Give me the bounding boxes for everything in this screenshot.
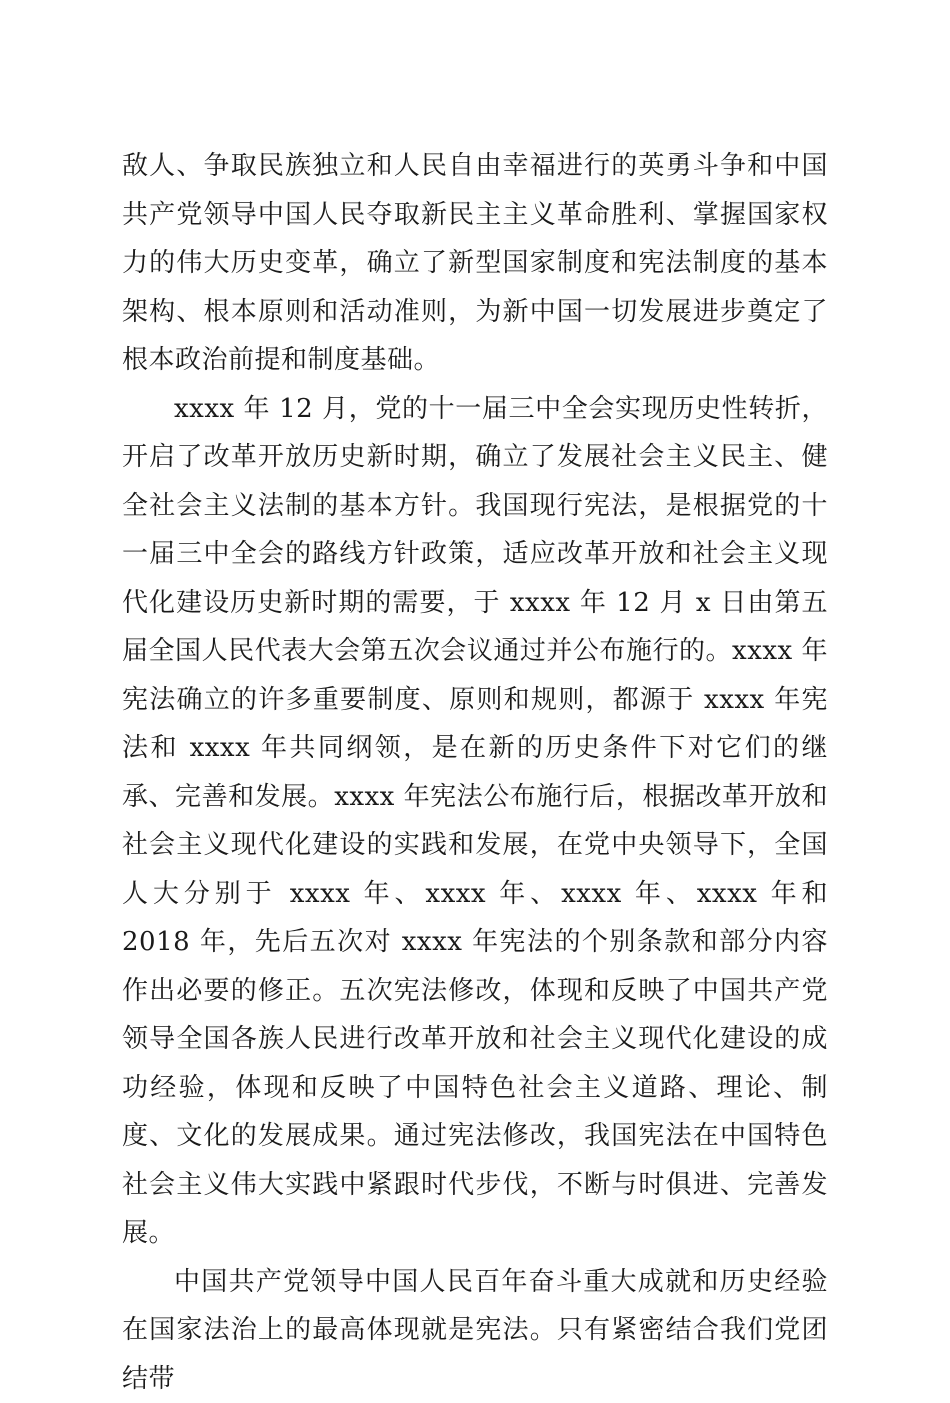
paragraph-constitution-summary: 中国共产党领导中国人民百年奋斗重大成就和历史经验在国家法治上的最高体现就是宪法。只有紧密结合我们党团结带 [122, 1258, 828, 1403]
paragraph-1982-constitution: xxxx 年 12 月，党的十一届三中全会实现历史性转折，开启了改革开放历史新时期，确立了发展社会主义民主、健全社会主义法制的基本方针。我国现行宪法，是根据党的十一届三中全会的路线方针政策，适应改革开放和社会主义现代化建设历史新时期的需要，于 xxxx 年 12 月 x 日由第五届全国人民代表大会第五次会议通过并公布施行的。xxxx 年宪法确立的许多重要制度、原则和规则，都源于 xxxx 年宪法和 xxxx 年共同纲领，是在新的历史条件下对它们的继承、完善和发展。xxxx 年宪法公布施行后，根据改革开放和社会主义现代化建设的实践和发展，在党中央领导下，全国人大分别于 xxxx 年、xxxx 年、xxxx 年、xxxx 年和 2018 年，先后五次对 xxxx 年宪法的个别条款和部分内容作出必要的修正。五次宪法修改，体现和反映了中国共产党领导全国各族人民进行改革开放和社会主义现代化建设的成功经验，体现和反映了中国特色社会主义道路、理论、制度、文化的发展成果。通过宪法修改，我国宪法在中国特色社会主义伟大实践中紧跟时代步伐，不断与时俱进、完善发展。 [122, 385, 828, 1258]
paragraph-continuation: 敌人、争取民族独立和人民自由幸福进行的英勇斗争和中国共产党领导中国人民夺取新民主主义革命胜利、掌握国家权力的伟大历史变革，确立了新型国家制度和宪法制度的基本架构、根本原则和活动准则，为新中国一切发展进步奠定了根本政治前提和制度基础。 [122, 142, 828, 385]
document-body [122, 142, 828, 1403]
